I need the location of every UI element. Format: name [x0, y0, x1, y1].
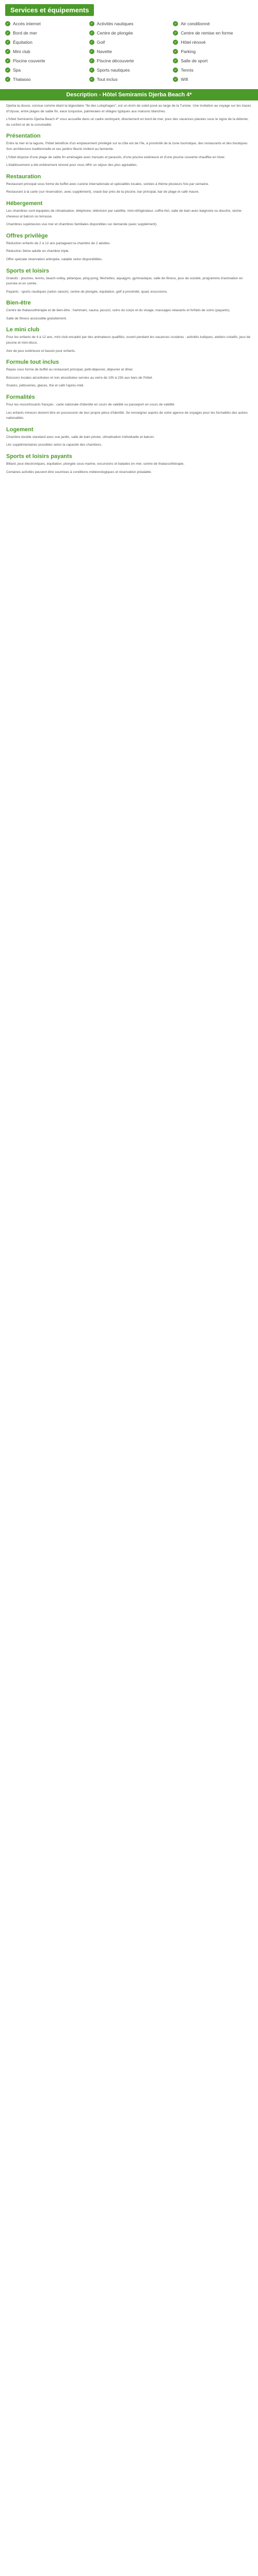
service-label: Parking — [181, 49, 196, 54]
section-paragraph: L'hôtel dispose d'une plage de sable fin aménagée avec transats et parasols, d'une piscine extérieure et d'une piscine couverte chauffée en hiver. — [6, 155, 225, 159]
section-paragraph: Djerba la douce, connue comme étant la légendaire "île des Lotophages", est un écrin de soleil posé au large de la Tunisie. Une invitation au voyage sur les traces d'Ulysse, entre plages de sable fin, eaux turquoise, palmeraies et villages typiques aux maisons blanches. — [6, 104, 251, 113]
service-label: Golf — [96, 40, 105, 45]
service-label: Activités nautiques — [96, 21, 134, 26]
wifi-icon: ✓ — [173, 77, 178, 82]
section-paragraph: Lits supplémentaires possibles selon la capacité des chambres. — [6, 443, 102, 447]
section-title: Restauration — [6, 173, 41, 180]
section-paragraph: Centre de thalassothérapie et de bien-être : hammam, sauna, jacuzzi, soins du corps et du visage, massages relaxants et forfaits de soins (payants). — [6, 309, 231, 313]
service-item — [173, 39, 253, 46]
service-item — [89, 29, 169, 37]
section-paragraph: Aire de jeux extérieure et bassin pour enfants. — [6, 349, 76, 353]
service-item — [89, 20, 169, 27]
section-title: Sports et loisirs payants — [6, 453, 72, 460]
wifi-icon: ✓ — [5, 21, 10, 26]
section-paragraph: Pour les ressortissants français : carte nationale d'identité en cours de validité ou passeport en cours de validité. — [6, 403, 175, 407]
section-paragraph: Repas sous forme de buffet au restaurant principal, petit-déjeuner, déjeuner et dîner. — [6, 368, 134, 372]
golf-icon: ✓ — [89, 40, 94, 45]
section-paragraph: Chambres supérieures vue mer et chambres familiales disponibles sur demande (avec supplément). — [6, 223, 157, 227]
section-paragraph: Salle de fitness accessible gratuitement. — [6, 316, 67, 320]
section-title: Offres privilège — [6, 232, 48, 239]
service-item — [173, 66, 253, 74]
service-label: Hôtel rénové — [181, 40, 206, 45]
horse-icon: ✓ — [5, 40, 10, 45]
section-paragraph: Réduction 3ème adulte en chambre triple. — [6, 249, 70, 253]
description-header: Description - Hôtel Semiramis Djerba Beach 4* — [0, 89, 258, 100]
section-paragraph: Les chambres sont équipées de climatisation, téléphone, télévision par satellite, mini-réfrigérateur, coffre-fort, salle de bain avec baignoire ou douche, sèche-cheveux et balcon ou terrasse. — [6, 209, 243, 218]
service-item — [173, 48, 253, 55]
section-title: Présentation — [6, 133, 41, 140]
section-paragraph: Gratuits : piscines, tennis, beach-volley, pétanque, ping-pong, fléchettes, aquagym, gymnastique, salle de fitness, jeux de société, programme d'animation en journée et en soirée. — [6, 276, 243, 286]
service-label: Tout inclus — [96, 77, 118, 82]
waves-icon: ✓ — [5, 30, 10, 36]
service-label: Air conditionné — [181, 21, 210, 26]
section-title: Le mini club — [6, 327, 40, 333]
service-label: Centre de remise en forme — [181, 30, 233, 36]
service-item — [89, 39, 169, 46]
service-item — [173, 76, 253, 83]
service-label: Bord de mer — [13, 30, 37, 36]
section-title: Logement — [6, 426, 34, 433]
section-title: Formule tout inclus — [6, 359, 59, 366]
section-paragraph: Restaurant principal sous forme de buffet avec cuisine internationale et spécialités locales, soirées à thème plusieurs fois par semaine. — [6, 182, 209, 186]
service-label: Accès internet — [13, 21, 41, 26]
section-title: Bien-être — [6, 300, 31, 307]
hotel-icon: ✓ — [173, 40, 178, 45]
service-item — [5, 57, 85, 64]
service-label: Spa — [13, 67, 21, 73]
tennis-icon: ✓ — [173, 67, 178, 73]
dumbbell-icon: ✓ — [173, 58, 178, 63]
service-label: Piscine découverte — [96, 58, 134, 63]
service-item — [173, 57, 253, 64]
diving-icon: ✓ — [89, 30, 94, 36]
service-item — [89, 66, 169, 74]
section-paragraph: Snacks, pâtisseries, glaces, thé et café l'après-midi. — [6, 384, 85, 388]
section-paragraph: L'hôtel Semiramis Djerba Beach 4* vous accueille dans un cadre verdoyant, directement en bord de mer, pour des vacances placées sous le signe de la détente, du confort et de la convivialité. — [6, 117, 249, 127]
section-paragraph: Réduction enfants de 2 à 12 ans partageant la chambre de 2 adultes. — [6, 241, 111, 245]
section-paragraph: Restaurant à la carte (sur réservation, avec supplément), snack-bar près de la piscine, bar principal, bar de plage et café maure. — [6, 190, 200, 194]
section-title: Hébergement — [6, 200, 43, 207]
section-paragraph: Offre spéciale réservation anticipée, valable selon disponibilités. — [6, 257, 103, 261]
pool-icon: ✓ — [5, 58, 10, 63]
service-label: Mini club — [13, 49, 30, 54]
service-item — [5, 76, 85, 83]
section-paragraph: Billard, jeux électroniques, équitation, plongée sous-marine, excursions et balades en mer, centre de thalassothérapie. — [6, 462, 185, 466]
service-item — [89, 76, 169, 83]
fitness-icon: ✓ — [173, 30, 178, 36]
service-label: Tennis — [181, 67, 194, 73]
service-item — [173, 29, 253, 37]
service-label: Piscine couverte — [13, 58, 45, 63]
service-label: Navette — [96, 49, 112, 54]
service-item — [173, 20, 253, 27]
section-title: Sports et loisirs — [6, 267, 50, 274]
section-paragraph: L'établissement a été entièrement rénové pour vous offrir un séjour des plus agréables. — [6, 163, 138, 167]
section-paragraph: Certaines activités peuvent être soumises à conditions météorologiques et réservation préalable. — [6, 470, 152, 474]
service-label: Wifi — [181, 77, 188, 82]
service-item — [5, 20, 85, 27]
snowflake-icon: ✓ — [173, 21, 178, 26]
services-title: Services et équipements — [5, 4, 94, 16]
section-paragraph: Chambre double standard avec vue jardin, salle de bain privée, climatisation individuelle et balcon. — [6, 435, 155, 439]
check-icon: ✓ — [89, 77, 94, 82]
service-item — [89, 57, 169, 64]
section-paragraph: Payants : sports nautiques (selon saison), centre de plongée, équitation, golf à proximité, quad, excursions. — [6, 290, 168, 294]
shuttle-icon: ✓ — [89, 49, 94, 54]
services-section — [0, 0, 258, 86]
description-content — [0, 100, 258, 475]
section-paragraph: Entre la mer et la lagune, l'hôtel bénéficie d'un emplacement privilégié sur la côte est de l'île, à proximité de la zone touristique, des restaurants et des boutiques. Son architecture traditionnelle et ses jardins fleuris invitent au farniente. — [6, 142, 249, 151]
section-paragraph: Les enfants mineurs doivent être en possession de leur propre pièce d'identité. Se renseigner auprès de votre agence de voyages pour les formalités des autres nationalités. — [6, 411, 248, 420]
service-label: Sports nautiques — [96, 67, 130, 73]
service-label: Centre de plongée — [96, 30, 133, 36]
service-item — [5, 39, 85, 46]
service-item — [5, 29, 85, 37]
service-item — [89, 48, 169, 55]
section-title: Formalités — [6, 394, 35, 401]
boat-icon: ✓ — [89, 21, 94, 26]
section-paragraph: Boissons locales alcoolisées et non alcoolisées servies au verre de 10h à 23h aux bars de l'hôtel. — [6, 376, 153, 380]
services-grid — [5, 20, 253, 83]
pool-icon: ✓ — [89, 58, 94, 63]
service-label: Thalasso — [13, 77, 31, 82]
parking-icon: ✓ — [173, 49, 178, 54]
child-icon: ✓ — [5, 49, 10, 54]
service-item — [5, 66, 85, 74]
section-paragraph: Pour les enfants de 4 à 12 ans, mini club encadré par des animateurs qualifiés, ouvert pendant les vacances scolaires : activités ludiques, ateliers créatifs, jeux de piscine et mini-disco. — [6, 335, 251, 345]
service-label: Équitation — [13, 40, 33, 45]
service-item — [5, 48, 85, 55]
water-drop-icon: ✓ — [5, 77, 10, 82]
surf-icon: ✓ — [89, 67, 94, 73]
service-label: Salle de sport — [181, 58, 208, 63]
spa-icon: ✓ — [5, 67, 10, 73]
